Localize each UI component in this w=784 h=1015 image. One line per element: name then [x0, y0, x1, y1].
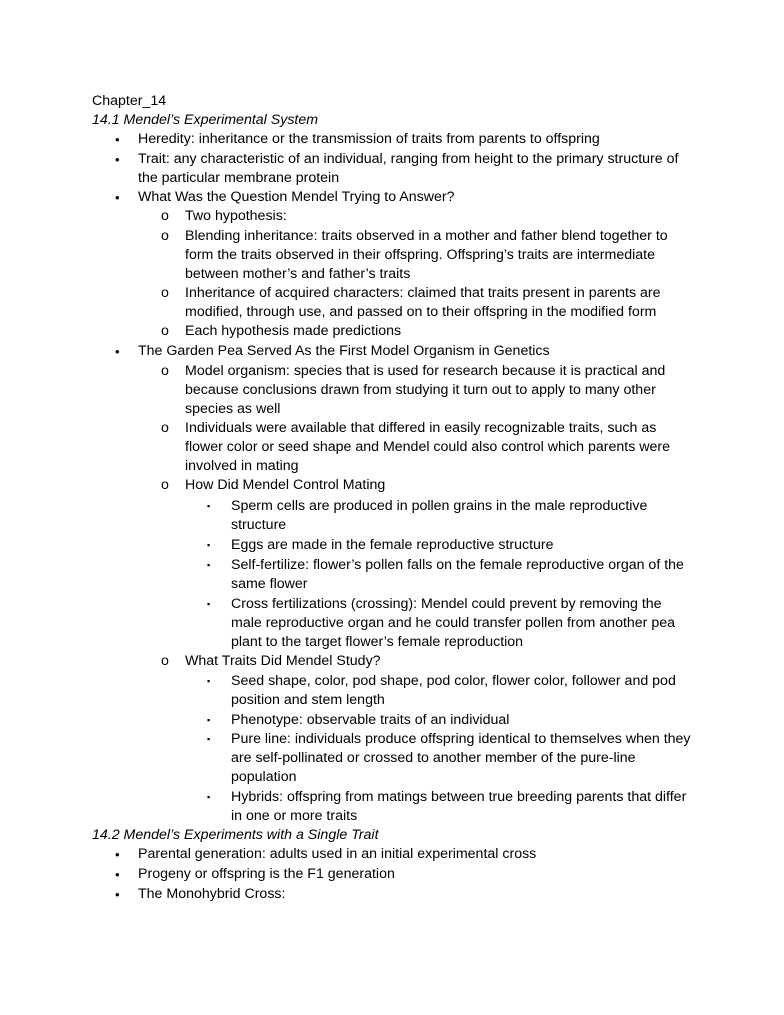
bullet-icon: • [115, 190, 120, 205]
square-bullet-icon: ▪ [207, 501, 211, 511]
bullet-icon: • [115, 887, 120, 902]
section-heading-14-1: 14.1 Mendel’s Experimental System [92, 112, 319, 128]
square-bullet-icon: ▪ [207, 560, 211, 570]
square-bullet-icon: ▪ [207, 715, 211, 725]
circle-bullet-icon: o [161, 323, 169, 339]
circle-bullet-icon: o [161, 363, 169, 379]
section-heading-14-2: 14.2 Mendel’s Experiments with a Single Trait [92, 827, 379, 843]
circle-bullet-icon: o [161, 228, 169, 244]
circle-bullet-icon: o [161, 653, 169, 669]
bullet-icon: • [115, 867, 120, 882]
bullet-icon: • [115, 847, 120, 862]
circle-bullet-icon: o [161, 208, 169, 224]
bullet-icon: • [115, 132, 120, 147]
document-page: Chapter_14 14.1 Mendel’s Experimental System • Heredity: inheritance or the transmission of traits from parents to offspring • Trait: any characteristic of an individual, ranging from height to the primary structure of the particular membrane protein • What Was the Question Mendel Trying to Answer? o Two hypothesis: o Blending inheritance: traits observed in a mother and father blend together to form the traits observed in their offspring. Offspring’s traits are intermediate between mother’s and father’s traits o Inheritance of acquired characters: claimed that traits present in parents are modified, through use, and passed on to their offspring in the modified form o Each hypothesis made predictions • The Garden Pea Served As the First Model Organism in Genetics o Model organism: species that is used for research because it is practical and because conclusions drawn from studying it turn out to apply to many other species as well o Individuals were available that differed in easily recognizable traits, such as flower color or seed shape and Mendel could also control which parents were involved in mating o How Did Mendel Control Mating ▪ Sperm cells are produced in pollen grains in the male reproductive structure ▪ Eggs are made in the female reproductive structure ▪ Self-fertilize: flower’s pollen falls on the female reproductive organ of the same flower ▪ Cross fertilizations (crossing): Mendel could prevent by removing the male reproductive organ and he could transfer pollen from another pea plant to the target flower’s female reproduction o What Traits Did Mendel Study? ▪ Seed shape, color, pod shape, pod color, flower color, follower and pod position and stem length ▪ Phenotype: observable traits of an individual ▪ Pure line: individuals produce offspring identical to themselves when they are self-pollinated or crossed to another member of the pure-line population ▪ Hybrids: offspring from matings between true breeding parents that differ in one or more traits 14.2 Mendel’s Experiments with a Single Trait • Parental generation: adults used in an initial experimental cross • Progeny or offspring is the F1 generation • The Monohybrid Cross: [92, 93, 691, 902]
square-bullet-icon: ▪ [207, 734, 211, 744]
square-bullet-icon: ▪ [207, 792, 211, 802]
square-bullet-icon: ▪ [207, 676, 211, 686]
circle-bullet-icon: o [161, 420, 169, 436]
chapter-title: Chapter_14 [92, 93, 167, 109]
bullet-icon: • [115, 344, 120, 359]
square-bullet-icon: ▪ [207, 599, 211, 609]
circle-bullet-icon: o [161, 285, 169, 301]
circle-bullet-icon: o [161, 477, 169, 493]
bullet-icon: • [115, 152, 120, 167]
square-bullet-icon: ▪ [207, 540, 211, 550]
